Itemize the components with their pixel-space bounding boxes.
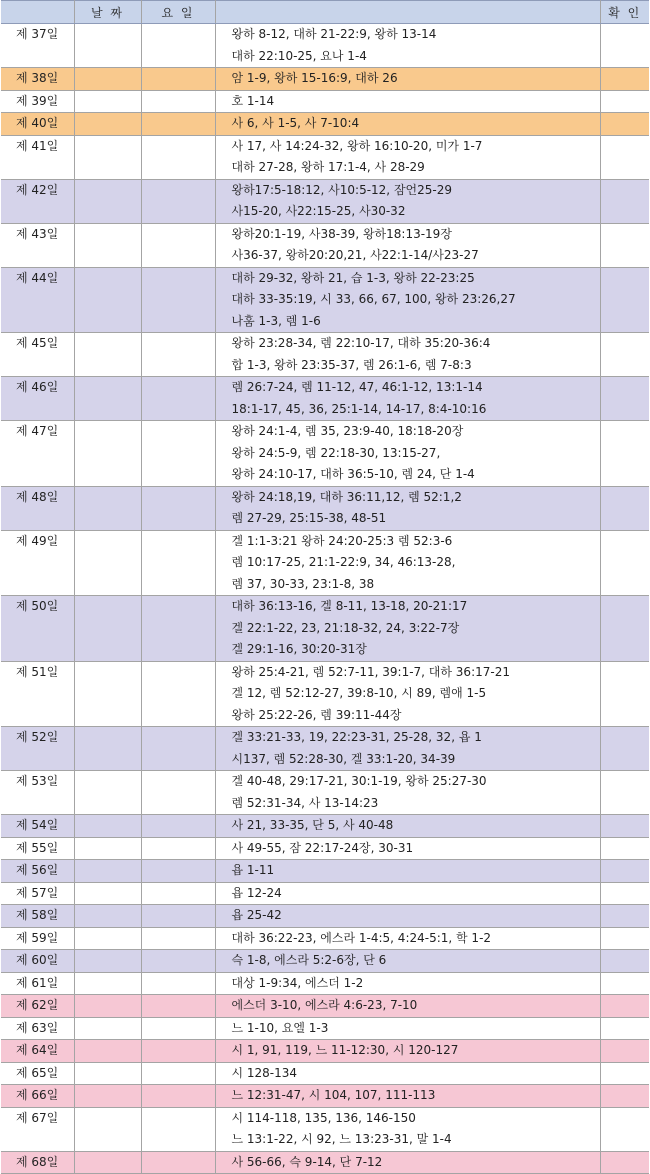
date-cell[interactable]: [74, 882, 141, 905]
reading-line: 사 56-66, 슥 9-14, 단 7-12: [231, 1154, 383, 1169]
reading-line: 대하 27-28, 왕하 17:1-4, 사 28-29: [231, 160, 425, 174]
reading-cell: [215, 815, 600, 838]
reading-line: 욥 1-11: [231, 863, 275, 877]
table-row: [1, 815, 649, 838]
table-row: [1, 1151, 649, 1174]
day-label: 제 60일: [1, 950, 74, 973]
reading-line: 대상 1-9:34, 에스더 1-2: [231, 975, 364, 990]
date-cell[interactable]: [74, 860, 141, 883]
date-cell[interactable]: [74, 68, 141, 91]
reading-line: 사 6, 사 1-5, 사 7-10:4: [231, 116, 360, 130]
weekday-cell[interactable]: [141, 1151, 215, 1174]
weekday-cell[interactable]: [141, 995, 215, 1018]
table-row: [1, 1107, 649, 1151]
check-cell[interactable]: [600, 905, 649, 928]
check-cell[interactable]: [600, 68, 649, 91]
reading-cell: [215, 530, 600, 596]
check-cell[interactable]: [600, 135, 649, 179]
check-cell[interactable]: [600, 596, 649, 662]
date-cell[interactable]: [74, 596, 141, 662]
reading-line: 에스더 3-10, 에스라 4:6-23, 7-10: [231, 998, 418, 1012]
date-cell[interactable]: [74, 927, 141, 950]
date-cell[interactable]: [74, 995, 141, 1018]
reading-line: 시 1, 91, 119, 느 11-12:30, 시 120-127: [231, 1043, 459, 1057]
weekday-cell[interactable]: [141, 596, 215, 662]
weekday-cell[interactable]: [141, 950, 215, 973]
reading-line: 왕하 25:22-26, 렘 39:11-44장: [231, 707, 402, 722]
reading-line: 합 1-3, 왕하 23:35-37, 렘 26:1-6, 렘 7-8:3: [231, 357, 472, 372]
reading-plan-table: [1, 0, 649, 1174]
reading-line: 사15-20, 사22:15-25, 사30-32: [231, 204, 406, 218]
check-cell[interactable]: [600, 882, 649, 905]
check-cell[interactable]: [600, 113, 649, 136]
reading-line: 시 128-134: [231, 1065, 298, 1080]
reading-line: 왕하 24:10-17, 대하 36:5-10, 렘 24, 단 1-4: [231, 467, 475, 481]
table-row: [1, 837, 649, 860]
reading-line: 왕하 8-12, 대하 21-22:9, 왕하 13-14: [231, 27, 437, 41]
day-label: 제 62일: [1, 995, 74, 1018]
weekday-cell[interactable]: [141, 860, 215, 883]
check-cell[interactable]: [600, 1085, 649, 1108]
reading-line: 사 17, 사 14:24-32, 왕하 16:10-20, 미가 1-7: [231, 138, 483, 153]
reading-cell: [215, 1085, 600, 1108]
weekday-cell[interactable]: [141, 135, 215, 179]
weekday-cell[interactable]: [141, 882, 215, 905]
reading-cell: [215, 927, 600, 950]
table-row: [1, 530, 649, 596]
reading-line: 왕하17:5-18:12, 사10:5-12, 잠언25-29: [231, 182, 452, 197]
day-label: 제 52일: [1, 727, 74, 771]
weekday-cell[interactable]: [141, 68, 215, 91]
weekday-cell[interactable]: [141, 530, 215, 596]
reading-cell: [215, 68, 600, 91]
reading-line: 왕하 23:28-34, 렘 22:10-17, 대하 35:20-36:4: [231, 336, 491, 350]
header-day: [1, 1, 74, 24]
check-cell[interactable]: [600, 1040, 649, 1063]
reading-cell: [215, 90, 600, 113]
table-row: [1, 771, 649, 815]
reading-cell: [215, 860, 600, 883]
day-label: 제 48일: [1, 486, 74, 530]
check-cell[interactable]: [600, 333, 649, 377]
reading-line: 대하 36:13-16, 겔 8-11, 13-18, 20-21:17: [231, 599, 468, 613]
table-row: [1, 995, 649, 1018]
table-row: [1, 68, 649, 91]
date-cell[interactable]: [74, 1151, 141, 1174]
reading-line: 겔 12, 렘 52:12-27, 39:8-10, 시 89, 렘애 1-5: [231, 686, 487, 700]
day-label: 제 40일: [1, 113, 74, 136]
table-row: [1, 661, 649, 727]
weekday-cell[interactable]: [141, 771, 215, 815]
reading-line: 느 1-10, 요엘 1-3: [231, 1020, 329, 1035]
day-label: 제 64일: [1, 1040, 74, 1063]
header-check: 확 인: [600, 1, 649, 24]
table-row: [1, 333, 649, 377]
table-row: [1, 596, 649, 662]
day-label: 제 56일: [1, 860, 74, 883]
check-cell[interactable]: [600, 421, 649, 487]
table-row: [1, 486, 649, 530]
day-label: 제 51일: [1, 661, 74, 727]
day-label: 제 55일: [1, 837, 74, 860]
table-row: [1, 135, 649, 179]
weekday-cell[interactable]: [141, 24, 215, 68]
reading-cell: [215, 421, 600, 487]
reading-line: 겔 29:1-16, 30:20-31장: [231, 642, 367, 656]
day-label: 제 38일: [1, 68, 74, 91]
weekday-cell[interactable]: [141, 486, 215, 530]
header-reading: [215, 1, 600, 24]
check-cell[interactable]: [600, 815, 649, 838]
reading-line: 렘 27-29, 25:15-38, 48-51: [231, 511, 387, 525]
date-cell[interactable]: [74, 223, 141, 267]
day-label: 제 61일: [1, 972, 74, 995]
weekday-cell[interactable]: [141, 905, 215, 928]
day-label: 제 39일: [1, 90, 74, 113]
reading-line: 겔 1:1-3:21 왕하 24:20-25:3 렘 52:3-6: [231, 533, 453, 548]
date-cell[interactable]: [74, 837, 141, 860]
table-row: [1, 1040, 649, 1063]
reading-line: 사36-37, 왕하20:20,21, 사22:1-14/사23-27: [231, 248, 479, 262]
table-row: [1, 882, 649, 905]
check-cell[interactable]: [600, 1017, 649, 1040]
reading-line: 왕하 24:18,19, 대하 36:11,12, 렘 52:1,2: [231, 489, 462, 504]
date-cell[interactable]: [74, 1085, 141, 1108]
reading-line: 렘 37, 30-33, 23:1-8, 38: [231, 576, 375, 591]
header-date: 날 짜: [74, 1, 141, 24]
day-label: 제 47일: [1, 421, 74, 487]
reading-line: 렘 10:17-25, 21:1-22:9, 34, 46:13-28,: [231, 555, 456, 569]
reading-line: 대하 36:22-23, 에스라 1-4:5, 4:24-5:1, 학 1-2: [231, 930, 492, 945]
reading-cell: [215, 995, 600, 1018]
date-cell[interactable]: [74, 950, 141, 973]
reading-cell: [215, 882, 600, 905]
reading-line: 시137, 렘 52:28-30, 겔 33:1-20, 34-39: [231, 751, 456, 766]
reading-cell: [215, 661, 600, 727]
weekday-cell[interactable]: [141, 377, 215, 421]
reading-cell: [215, 905, 600, 928]
table-row: [1, 950, 649, 973]
reading-cell: [215, 950, 600, 973]
reading-cell: [215, 1040, 600, 1063]
weekday-cell[interactable]: [141, 837, 215, 860]
check-cell[interactable]: [600, 927, 649, 950]
day-label: 제 42일: [1, 179, 74, 223]
reading-line: 대하 33-35:19, 시 33, 66, 67, 100, 왕하 23:26,27: [231, 292, 516, 306]
reading-line: 욥 25-42: [231, 908, 282, 922]
reading-line: 왕하20:1-19, 사38-39, 왕하18:13-19장: [231, 226, 452, 241]
check-cell[interactable]: [600, 995, 649, 1018]
check-cell[interactable]: [600, 860, 649, 883]
date-cell[interactable]: [74, 530, 141, 596]
weekday-cell[interactable]: [141, 421, 215, 487]
check-cell[interactable]: [600, 1062, 649, 1085]
reading-line: 대하 29-32, 왕하 21, 습 1-3, 왕하 22-23:25: [231, 270, 475, 285]
reading-line: 슥 1-8, 에스라 5:2-6장, 단 6: [231, 953, 387, 967]
date-cell[interactable]: [74, 179, 141, 223]
table-row: [1, 421, 649, 487]
date-cell[interactable]: [74, 815, 141, 838]
date-cell[interactable]: [74, 24, 141, 68]
date-cell[interactable]: [74, 1017, 141, 1040]
date-cell[interactable]: [74, 421, 141, 487]
date-cell[interactable]: [74, 1107, 141, 1151]
day-label: 제 58일: [1, 905, 74, 928]
day-label: 제 50일: [1, 596, 74, 662]
weekday-cell[interactable]: [141, 815, 215, 838]
weekday-cell[interactable]: [141, 267, 215, 333]
reading-line: 나훔 1-3, 렘 1-6: [231, 313, 321, 328]
table-row: [1, 1017, 649, 1040]
table-body: [1, 24, 649, 1174]
weekday-cell[interactable]: [141, 1107, 215, 1151]
day-label: 제 66일: [1, 1085, 74, 1108]
day-label: 제 54일: [1, 815, 74, 838]
check-cell[interactable]: [600, 24, 649, 68]
check-cell[interactable]: [600, 727, 649, 771]
day-label: 제 49일: [1, 530, 74, 596]
weekday-cell[interactable]: [141, 1040, 215, 1063]
day-label: 제 68일: [1, 1151, 74, 1174]
weekday-cell[interactable]: [141, 1085, 215, 1108]
reading-cell: [215, 113, 600, 136]
reading-cell: [215, 135, 600, 179]
reading-cell: [215, 179, 600, 223]
weekday-cell[interactable]: [141, 661, 215, 727]
day-label: 제 67일: [1, 1107, 74, 1151]
weekday-cell[interactable]: [141, 179, 215, 223]
check-cell[interactable]: [600, 950, 649, 973]
weekday-cell[interactable]: [141, 90, 215, 113]
day-label: 제 63일: [1, 1017, 74, 1040]
reading-line: 욥 12-24: [231, 885, 282, 900]
reading-cell: [215, 223, 600, 267]
reading-cell: [215, 596, 600, 662]
reading-cell: [215, 1107, 600, 1151]
date-cell[interactable]: [74, 135, 141, 179]
check-cell[interactable]: [600, 90, 649, 113]
date-cell[interactable]: [74, 972, 141, 995]
date-cell[interactable]: [74, 1040, 141, 1063]
day-label: 제 59일: [1, 927, 74, 950]
day-label: 제 45일: [1, 333, 74, 377]
date-cell[interactable]: [74, 661, 141, 727]
reading-cell: [215, 771, 600, 815]
table-row: [1, 927, 649, 950]
reading-cell: [215, 1062, 600, 1085]
day-label: 제 43일: [1, 223, 74, 267]
date-cell[interactable]: [74, 267, 141, 333]
reading-line: 렘 52:31-34, 사 13-14:23: [231, 795, 379, 810]
reading-cell: [215, 837, 600, 860]
reading-cell: [215, 1017, 600, 1040]
reading-line: 겔 40-48, 29:17-21, 30:1-19, 왕하 25:27-30: [231, 774, 487, 788]
day-label: 제 37일: [1, 24, 74, 68]
check-cell[interactable]: [600, 771, 649, 815]
reading-line: 겔 22:1-22, 23, 21:18-32, 24, 3:22-7장: [231, 620, 460, 635]
check-cell[interactable]: [600, 530, 649, 596]
reading-line: 사 21, 33-35, 단 5, 사 40-48: [231, 818, 394, 832]
check-cell[interactable]: [600, 837, 649, 860]
check-cell[interactable]: [600, 972, 649, 995]
table-row: [1, 267, 649, 333]
day-label: 제 46일: [1, 377, 74, 421]
reading-line: 18:1-17, 45, 36, 25:1-14, 14-17, 8:4-10:16: [231, 401, 487, 416]
weekday-cell[interactable]: [141, 727, 215, 771]
reading-cell: [215, 972, 600, 995]
table-row: [1, 113, 649, 136]
date-cell[interactable]: [74, 377, 141, 421]
table-row: [1, 223, 649, 267]
date-cell[interactable]: [74, 905, 141, 928]
table-row: [1, 1085, 649, 1108]
reading-line: 암 1-9, 왕하 15-16:9, 대하 26: [231, 71, 398, 85]
table-row: [1, 90, 649, 113]
reading-cell: [215, 333, 600, 377]
reading-cell: [215, 267, 600, 333]
reading-cell: [215, 377, 600, 421]
reading-line: 왕하 25:4-21, 렘 52:7-11, 39:1-7, 대하 36:17-21: [231, 664, 510, 679]
date-cell[interactable]: [74, 771, 141, 815]
weekday-cell[interactable]: [141, 1017, 215, 1040]
check-cell[interactable]: [600, 1107, 649, 1151]
day-label: 제 44일: [1, 267, 74, 333]
reading-line: 느 13:1-22, 시 92, 느 13:23-31, 말 1-4: [231, 1132, 452, 1146]
check-cell[interactable]: [600, 267, 649, 333]
day-label: 제 65일: [1, 1062, 74, 1085]
reading-line: 왕하 24:1-4, 렘 35, 23:9-40, 18:18-20장: [231, 424, 464, 438]
weekday-cell[interactable]: [141, 113, 215, 136]
reading-line: 사 49-55, 잠 22:17-24장, 30-31: [231, 840, 414, 855]
table-row: [1, 179, 649, 223]
table-row: [1, 905, 649, 928]
table-row: [1, 860, 649, 883]
day-label: 제 53일: [1, 771, 74, 815]
reading-cell: [215, 486, 600, 530]
table-row: [1, 1062, 649, 1085]
check-cell[interactable]: [600, 486, 649, 530]
reading-line: 겔 33:21-33, 19, 22:23-31, 25-28, 32, 욥 1: [231, 730, 482, 744]
date-cell[interactable]: [74, 727, 141, 771]
table-row: [1, 377, 649, 421]
weekday-cell[interactable]: [141, 333, 215, 377]
check-cell[interactable]: [600, 377, 649, 421]
table-row: [1, 972, 649, 995]
check-cell[interactable]: [600, 661, 649, 727]
reading-line: 대하 22:10-25, 요나 1-4: [231, 48, 367, 63]
weekday-cell[interactable]: [141, 1062, 215, 1085]
reading-line: 왕하 24:5-9, 렘 22:18-30, 13:15-27,: [231, 445, 441, 460]
weekday-cell[interactable]: [141, 223, 215, 267]
table-row: [1, 24, 649, 68]
check-cell[interactable]: [600, 1151, 649, 1174]
reading-cell: [215, 1151, 600, 1174]
date-cell[interactable]: [74, 113, 141, 136]
date-cell[interactable]: [74, 90, 141, 113]
weekday-cell[interactable]: [141, 927, 215, 950]
reading-line: 렘 26:7-24, 렘 11-12, 47, 46:1-12, 13:1-14: [231, 380, 483, 394]
check-cell[interactable]: [600, 223, 649, 267]
date-cell[interactable]: [74, 486, 141, 530]
check-cell[interactable]: [600, 179, 649, 223]
date-cell[interactable]: [74, 1062, 141, 1085]
reading-line: 느 12:31-47, 시 104, 107, 111-113: [231, 1088, 436, 1102]
header-row: [1, 1, 649, 24]
reading-line: 호 1-14: [231, 93, 275, 108]
reading-line: 시 114-118, 135, 136, 146-150: [231, 1110, 416, 1125]
day-label: 제 57일: [1, 882, 74, 905]
weekday-cell[interactable]: [141, 972, 215, 995]
reading-cell: [215, 24, 600, 68]
header-weekday: 요 일: [141, 1, 215, 24]
date-cell[interactable]: [74, 333, 141, 377]
day-label: 제 41일: [1, 135, 74, 179]
reading-cell: [215, 727, 600, 771]
table-row: [1, 727, 649, 771]
